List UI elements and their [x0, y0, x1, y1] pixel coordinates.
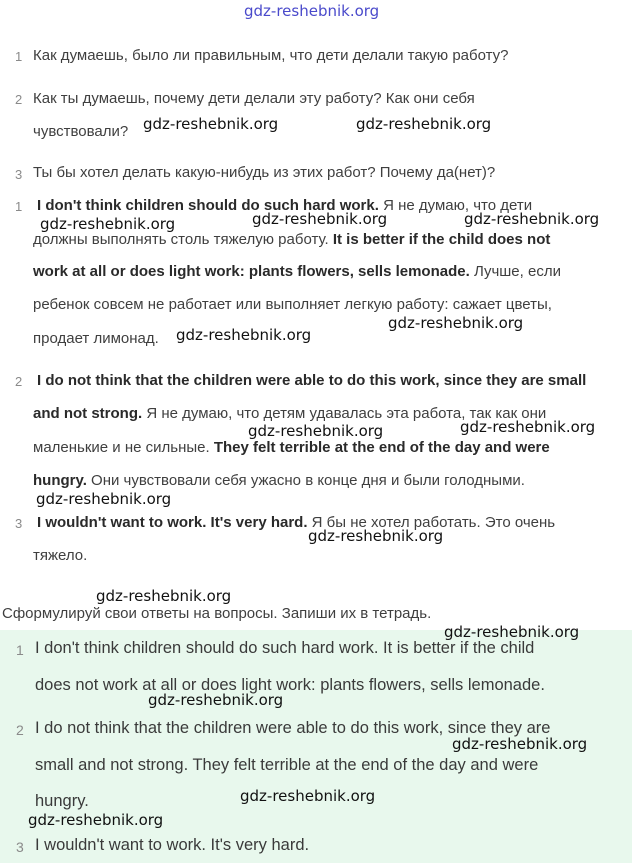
watermark: gdz-reshebnik.org — [248, 422, 384, 440]
answer-line — [37, 373, 586, 388]
watermark: gdz-reshebnik.org — [452, 735, 588, 753]
answer-english: work at all or does light work: plants flowers, sells lemonade. — [33, 263, 470, 280]
question-text: Как ты думаешь, почему дети делали эту работу? Как они себя — [33, 90, 475, 107]
answer-russian: должны выполнять столь тяжелую работу. — [33, 231, 333, 248]
answer-number: 3 — [15, 516, 23, 531]
final-answer-number: 3 — [16, 839, 24, 855]
question-number: 3 — [15, 167, 23, 182]
answer-russian: Я не думаю, что детям удавалась эта работа, так как они — [142, 405, 547, 422]
answer-line — [33, 440, 550, 455]
answer-line — [33, 264, 561, 279]
answer-russian: Они чувствовали себя ужасно в конце дня и были голодными. — [86, 472, 525, 489]
watermark: gdz-reshebnik.org — [148, 691, 284, 709]
instruction-text: Сформулируй свои ответы на вопросы. Запиши их в тетрадь. — [2, 605, 432, 622]
answer-russian: Я не думаю, что дети — [378, 197, 533, 214]
final-answer-number: 2 — [16, 722, 24, 738]
watermark: gdz-reshebnik.org — [240, 787, 376, 805]
answer-english: hungry. — [33, 472, 87, 489]
watermark-top: gdz-reshebnik.org — [244, 2, 380, 20]
watermark: gdz-reshebnik.org — [143, 115, 279, 133]
watermark: gdz-reshebnik.org — [252, 210, 388, 228]
answer-line — [37, 515, 555, 530]
watermark: gdz-reshebnik.org — [444, 623, 580, 641]
question-number: 1 — [15, 49, 23, 64]
question-text: Как думаешь, было ли правильным, что дети делали такую работу? — [33, 47, 509, 64]
watermark: gdz-reshebnik.org — [460, 418, 596, 436]
watermark: gdz-reshebnik.org — [28, 811, 164, 829]
watermark: gdz-reshebnik.org — [388, 314, 524, 332]
answer-english: It is better if the child does not — [332, 231, 551, 248]
answer-line — [33, 232, 550, 247]
answer-russian: маленькие и не сильные. — [33, 439, 214, 456]
final-answer-number: 1 — [16, 642, 24, 658]
answer-english: and not strong. — [33, 405, 143, 422]
final-answer-line: I do not think that the children were able to do this work, since they are — [35, 719, 551, 737]
final-answer-line: I don't think children should do such hard work. It is better if the child — [35, 639, 535, 657]
answer-line: ребенок совсем не работает или выполняет легкую работу: сажает цветы, — [33, 296, 552, 313]
answer-english: They felt terrible at the end of the day and were — [213, 439, 550, 456]
final-answer-line: small and not strong. They felt terrible at the end of the day and were — [35, 756, 539, 774]
answer-line — [33, 473, 525, 488]
watermark: gdz-reshebnik.org — [356, 115, 492, 133]
answer-number: 2 — [15, 374, 23, 389]
final-answer-line: hungry. — [35, 792, 89, 810]
watermark: gdz-reshebnik.org — [40, 215, 176, 233]
answer-line: продает лимонад. — [33, 330, 159, 347]
watermark: gdz-reshebnik.org — [464, 210, 600, 228]
answer-number: 1 — [15, 199, 23, 214]
final-answer-line: I wouldn't want to work. It's very hard. — [35, 836, 310, 854]
answer-line: тяжело. — [33, 547, 88, 564]
answer-english: I don't think children should do such hard work. — [37, 197, 379, 214]
answer-english: I wouldn't want to work. It's very hard. — [37, 514, 308, 531]
final-answer-line: does not work at all or does light work: plants flowers, sells lemonade. — [35, 676, 545, 694]
answer-english: I do not think that the children were able to do this work, since they are small — [37, 372, 587, 389]
watermark: gdz-reshebnik.org — [36, 490, 172, 508]
watermark: gdz-reshebnik.org — [96, 587, 232, 605]
question-text: чувствовали? — [33, 123, 129, 140]
question-number: 2 — [15, 92, 23, 107]
watermark: gdz-reshebnik.org — [176, 326, 312, 344]
question-text: Ты бы хотел делать какую-нибудь из этих работ? Почему да(нет)? — [33, 164, 496, 181]
answer-russian: Я бы не хотел работать. Это очень — [307, 514, 556, 531]
answer-russian: Лучше, если — [469, 263, 561, 280]
watermark: gdz-reshebnik.org — [308, 527, 444, 545]
